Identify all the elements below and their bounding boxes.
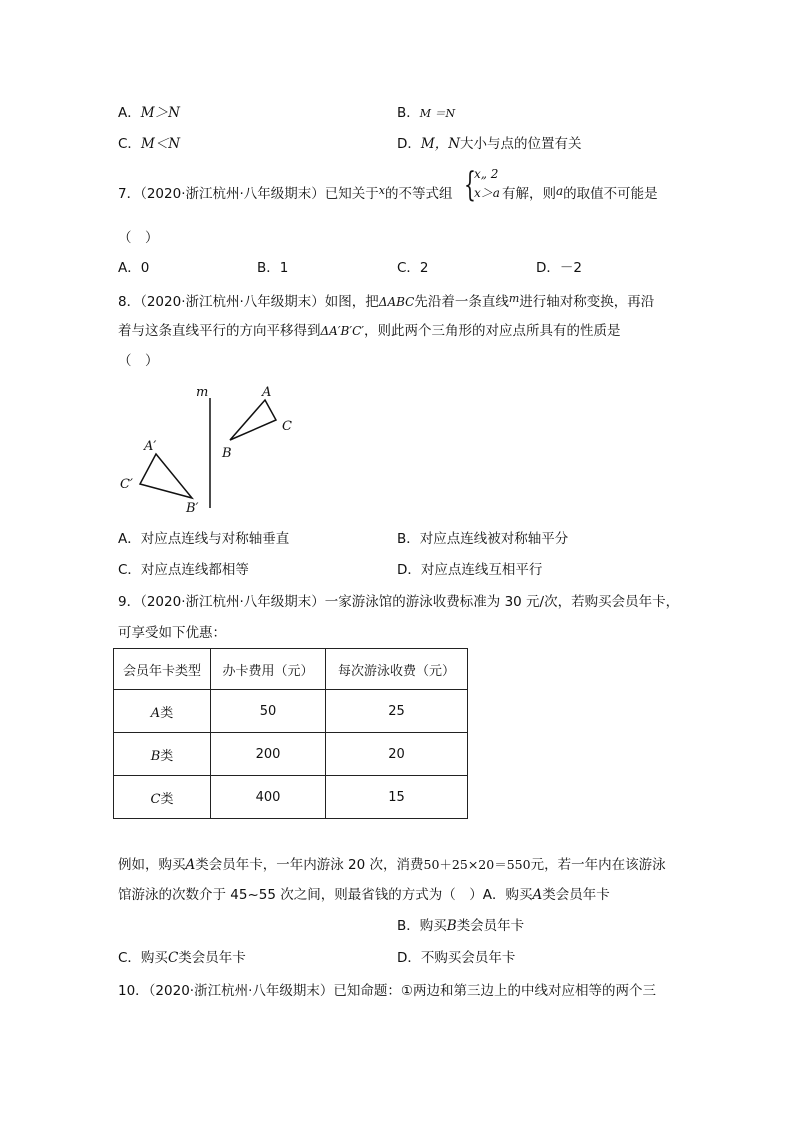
- q8-option-c: C．对应点连线都相等: [118, 562, 249, 578]
- table-row: [114, 776, 468, 819]
- header-card-fee: 办卡费用（元）: [211, 649, 326, 690]
- cell-fee: 50: [211, 690, 326, 733]
- q8-triangle-figure: [110, 378, 310, 518]
- q7-answer-paren: （ ）: [118, 230, 159, 246]
- triangle-abc: [230, 400, 276, 440]
- q6-option-d: D．M，N大小与点的位置有关: [397, 136, 582, 152]
- q8-stem-line2: 着与这条直线平行的方向平移得到ΔA′B′C′，则此两个三角形的对应点所具有的性质是: [118, 323, 621, 339]
- cell-per-visit: 20: [326, 733, 468, 776]
- q7-stem-end: 有解，则a的取值不可能是: [502, 184, 658, 202]
- cell-fee: 400: [211, 776, 326, 819]
- q10-stem-line1: 10．（2020·浙江杭州·八年级期末）已知命题：①两边和第三边上的中线对应相等的两个三: [118, 983, 656, 999]
- q6-option-b: B．M ＝N: [397, 105, 456, 121]
- cell-per-visit: 15: [326, 776, 468, 819]
- q9-option-c: C．购买C类会员年卡: [118, 950, 246, 966]
- table-row: [114, 690, 468, 733]
- q9-option-b: B．购买B类会员年卡: [397, 918, 525, 934]
- q7-option-b: B．1: [257, 260, 289, 276]
- membership-fee-table: [113, 648, 468, 819]
- cell-type: C类: [114, 776, 211, 819]
- q7-option-a: A．0: [118, 260, 150, 276]
- label-c: C: [282, 419, 292, 434]
- table-row: [114, 733, 468, 776]
- cell-type: B类: [114, 733, 211, 776]
- label-m: m: [196, 385, 209, 400]
- q9-option-d: D．不购买会员年卡: [397, 950, 516, 966]
- q7-stem: 7．（2020·浙江杭州·八年级期末）已知关于$^x$的不等式组: [118, 184, 453, 202]
- header-card-type: 会员年卡类型: [114, 649, 211, 690]
- cell-fee: 200: [211, 733, 326, 776]
- label-a-prime: A′: [144, 439, 157, 454]
- q9-stem-line1: 9．（2020·浙江杭州·八年级期末）一家游泳馆的游泳收费标准为 30 元/次，若购买会员年卡，: [118, 594, 680, 610]
- header-per-visit-fee: 每次游泳收费（元）: [326, 649, 468, 690]
- q8-stem-line1: 8．（2020·浙江杭州·八年级期末）如图，把ΔABC先沿着一条直线$^m$进行轴对称变换，再沿: [118, 292, 655, 310]
- label-a: A: [262, 385, 272, 400]
- brace-symbol: {: [464, 165, 476, 205]
- q8-answer-paren: （ ）: [118, 353, 159, 369]
- q8-option-b: B．对应点连线被对称轴平分: [397, 531, 569, 547]
- q8-option-d: D．对应点连线互相平行: [397, 562, 543, 578]
- q7-inequality-system: { x„ 2 x＞a: [464, 165, 500, 205]
- label-b-prime: B′: [186, 501, 199, 516]
- triangle-a2b2c2: [140, 454, 192, 498]
- q6-option-c: C．M＜N: [118, 136, 181, 152]
- q9-example-line: 例如，购买A类会员年卡，一年内游泳 20 次，消费50＋25×20＝550元，若一年内在该游泳: [118, 857, 666, 873]
- cell-per-visit: 25: [326, 690, 468, 733]
- table-header-row: [114, 649, 468, 690]
- q6-option-a: A．M＞N: [118, 105, 180, 121]
- q9-stem-line2: 可享受如下优惠：: [118, 625, 226, 641]
- q8-option-a: A．对应点连线与对称轴垂直: [118, 531, 290, 547]
- label-b: B: [222, 446, 232, 461]
- q7-option-d: D．－2: [536, 260, 582, 276]
- cell-type: A类: [114, 690, 211, 733]
- q9-stem-line4: 馆游泳的次数介于 45~55 次之间，则最省钱的方式为（ ）A．购买A类会员年卡: [118, 887, 610, 903]
- label-c-prime: C′: [120, 477, 133, 492]
- q7-option-c: C．2: [397, 260, 429, 276]
